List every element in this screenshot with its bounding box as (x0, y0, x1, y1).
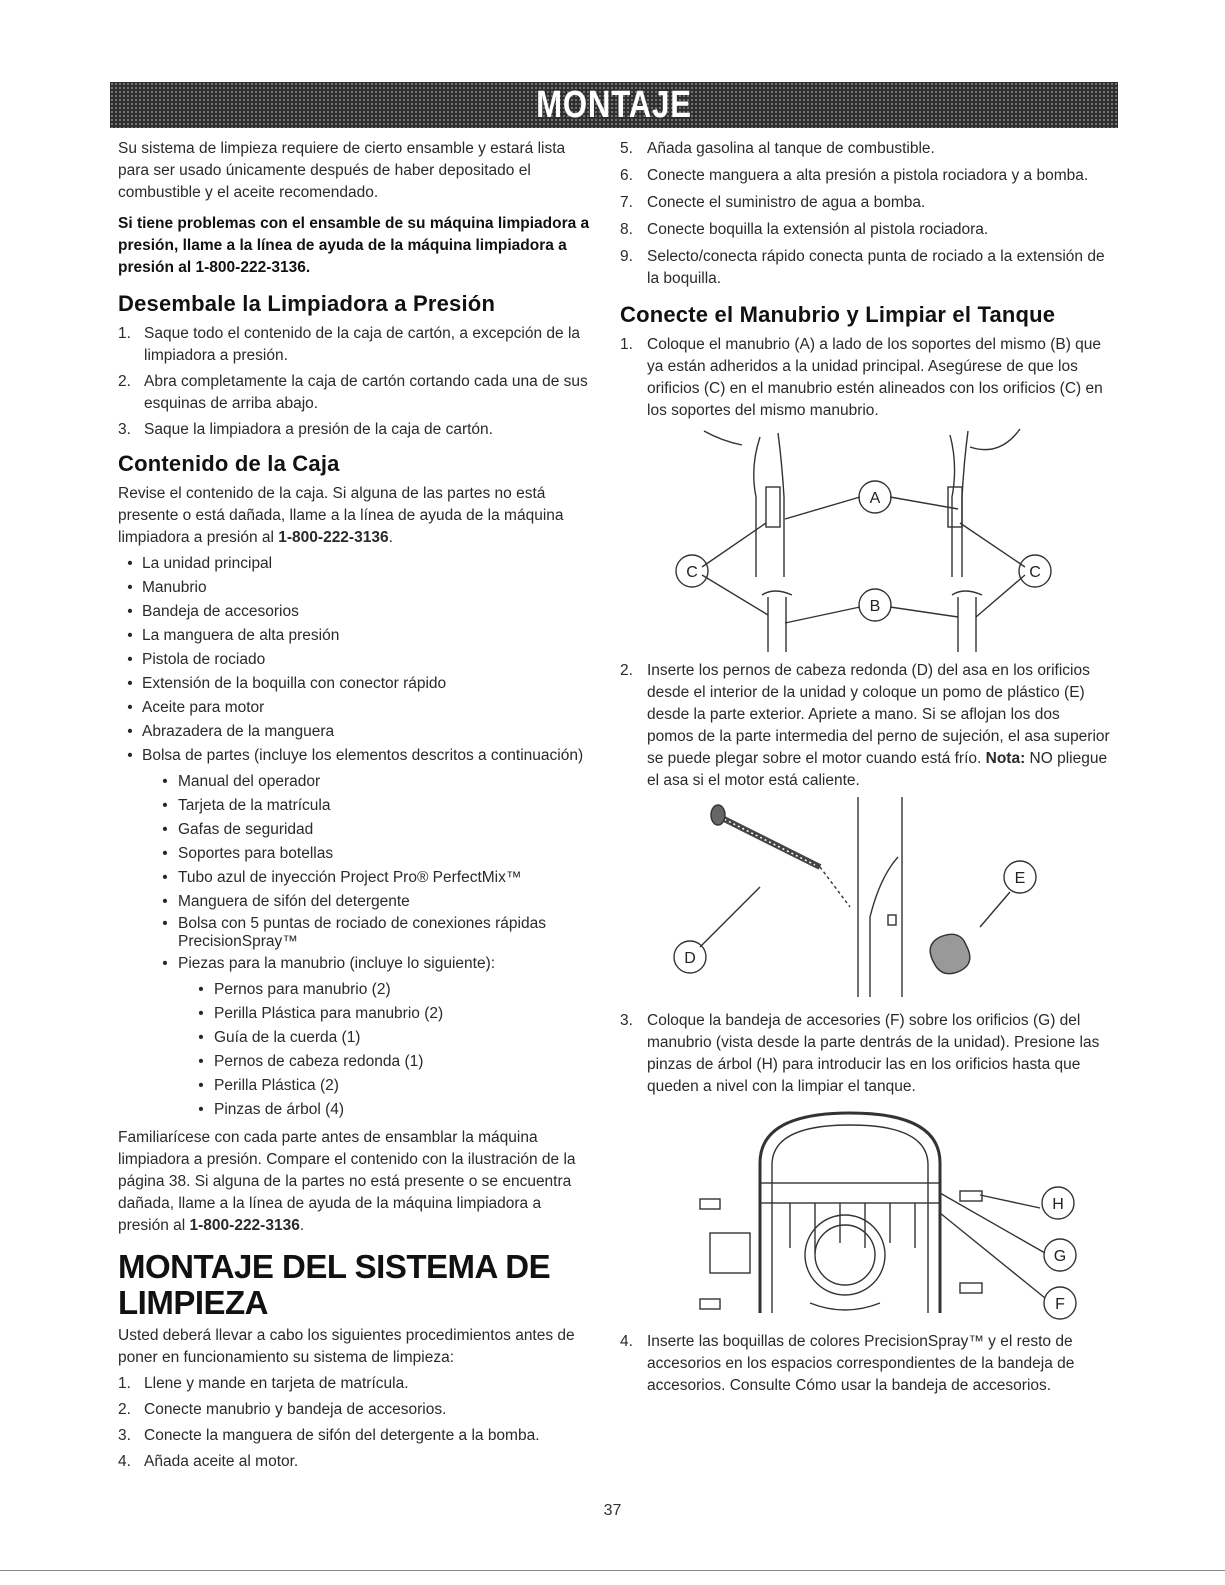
bullet-icon: • (127, 723, 133, 740)
assembly-steps (118, 1373, 596, 1473)
handle-step-4 (620, 1331, 1110, 1397)
bullet-icon: • (127, 747, 133, 764)
bullet-icon: • (127, 603, 133, 620)
step-text: Conecte el suministro de agua a bomba. (647, 194, 926, 211)
list-item (118, 649, 596, 671)
contents-list (118, 553, 596, 767)
step-text: Conecte la manguera de sifón del detergente a la bomba. (144, 1427, 540, 1444)
item-text: Bandeja de accesorios (142, 603, 299, 620)
list-item (118, 697, 596, 719)
right-column (620, 138, 1110, 1402)
label-c: C (686, 564, 698, 581)
step-number: 2. (118, 1401, 131, 1418)
label-h: H (1052, 1196, 1064, 1213)
list-item (118, 323, 596, 367)
step-number: 9. (620, 248, 633, 265)
page-number: 37 (603, 1502, 622, 1519)
bottom-divider (0, 1570, 1225, 1571)
step-number: 7. (620, 194, 633, 211)
list-item (118, 577, 596, 599)
list-item (118, 673, 596, 695)
unpack-heading: Desembale la Limpiadora a Presión (118, 291, 496, 316)
bullet-icon: • (198, 1101, 204, 1118)
bullet-icon: • (198, 981, 204, 998)
step-text: Saque la limpiadora a presión de la caja de cartón. (144, 421, 493, 438)
banner-title: MONTAJE (536, 83, 692, 126)
handle-step-1 (620, 334, 1110, 422)
section-banner (110, 82, 1118, 128)
item-text: Pernos de cabeza redonda (1) (214, 1053, 424, 1070)
item-text: Soportes para botellas (178, 845, 334, 862)
list-item (118, 1051, 596, 1073)
bullet-icon: • (162, 821, 168, 838)
bullet-icon: • (198, 1005, 204, 1022)
step-number: 6. (620, 167, 633, 184)
list-item (118, 553, 596, 575)
intro-text: Su sistema de limpieza requiere de cierto ensamble y estará lista para ser usado únicamente después de haber depositado el combustible y el aceite recomendado. (118, 140, 566, 201)
list-item (118, 419, 596, 441)
step-text: Conecte boquilla la extensión al pistola rociadora. (647, 221, 989, 238)
step-text: Llene y mande en tarjeta de matrícula. (144, 1375, 409, 1392)
list-item (118, 795, 596, 817)
helpline-phone: 1-800-222-3136 (278, 529, 389, 546)
bullet-icon: • (198, 1077, 204, 1094)
step-text-part: NO pliegue el asa si el motor está caliente. (647, 750, 1108, 789)
help-note: Si tiene problemas con el ensamble de su máquina limpiadora a presión, llame a la línea de ayuda de la máquina limpiadora a presión al 1-800-222-3136. (118, 215, 590, 276)
item-text: Pernos para manubrio (2) (214, 981, 391, 998)
item-text: Pinzas de árbol (4) (214, 1101, 345, 1118)
list-item (118, 1451, 596, 1473)
item-text: Pistola de rociado (142, 651, 266, 668)
list-item (620, 138, 1110, 160)
step-number: 8. (620, 221, 633, 238)
item-text: Extensión de la boquilla con conector rápido (142, 675, 447, 692)
handle-step-3 (620, 1010, 1110, 1098)
period: . (388, 529, 393, 546)
step-number: 5. (620, 140, 633, 157)
bullet-icon: • (198, 1029, 204, 1046)
step-text: Añada aceite al motor. (144, 1453, 299, 1470)
list-item (118, 721, 596, 743)
contents-heading: Contenido de la Caja (118, 451, 340, 476)
bullet-icon: • (127, 699, 133, 716)
step-number: 1. (118, 325, 131, 342)
assembly-heading: MONTAJE DEL SISTEMA DE LIMPIEZA (118, 1248, 551, 1321)
list-item (118, 953, 596, 975)
step-number: 4. (118, 1453, 131, 1470)
item-text: La unidad principal (142, 555, 273, 572)
list-item (118, 1373, 596, 1395)
label-g: G (1053, 1248, 1067, 1265)
list-item (620, 165, 1110, 187)
contents-intro-text: Revise el contenido de la caja. Si alguna de las partes no está presente o está dañada, llame a la línea de ayuda de la máquina limpiadora a presión al (118, 485, 564, 546)
bullet-icon: • (162, 797, 168, 814)
step-text: Selecto/conecta rápido conecta punta de rociado a la extensión de la boquilla. (647, 248, 1105, 287)
handle-parts-list (118, 979, 596, 1121)
note-label: Nota: (985, 750, 1026, 767)
label-d: D (684, 950, 696, 967)
step-number: 4. (620, 1333, 633, 1350)
bullet-icon: • (162, 915, 168, 932)
item-text: Manguera de sifón del detergente (178, 893, 410, 910)
item-text: Tubo azul de inyección Project Pro® PerfectMix™ (178, 869, 522, 886)
step-text (647, 660, 1110, 792)
assembly-steps-continued (620, 138, 1110, 290)
item-text: Perilla Plástica (2) (214, 1077, 339, 1094)
list-item (620, 246, 1110, 290)
list-item (118, 601, 596, 623)
list-item (118, 1099, 596, 1121)
bolt-knob-diagram (640, 797, 1130, 1002)
item-text: Manubrio (142, 579, 207, 596)
contents-outro-text: Familiarícese con cada parte antes de ensamblar la máquina limpiadora a presión. Compare el contenido con la ilustración de la página 38. Si alguna de la partes no está presente o se encuentra dañada, llame a la línea de ayuda de la máquina limpiadora a presión al (118, 1129, 576, 1234)
contents-intro (118, 483, 596, 549)
step-number: 1. (118, 1375, 131, 1392)
list-item (118, 867, 596, 889)
parts-bag-list (118, 771, 596, 975)
list-item (620, 1331, 1110, 1397)
handle-bracket-diagram (640, 427, 1130, 652)
label-b: B (869, 598, 881, 615)
step-text: Abra completamente la caja de cartón cortando cada una de sus esquinas de arriba abajo. (144, 373, 588, 412)
bullet-icon: • (162, 845, 168, 862)
list-item (118, 1003, 596, 1025)
item-text: Piezas para la manubrio (incluye lo siguiente): (178, 955, 496, 972)
item-text: Aceite para motor (142, 699, 265, 716)
handle-step-2 (620, 660, 1110, 792)
label-a: A (869, 490, 881, 507)
list-item (620, 192, 1110, 214)
period: . (299, 1217, 305, 1234)
step-number: 2. (118, 373, 131, 390)
left-column (118, 138, 596, 1477)
step-text: Inserte las boquillas de colores PrecisionSpray™ y el resto de accesorios en los espacios correspondientes de la bandeja de accesorios. Consulte Cómo usar la bandeja de accesorios. (647, 1333, 1075, 1394)
label-e: E (1014, 870, 1026, 887)
bullet-icon: • (127, 555, 133, 572)
bullet-icon: • (198, 1053, 204, 1070)
list-item (118, 979, 596, 1001)
item-text: Tarjeta de la matrícula (178, 797, 331, 814)
step-text: Añada gasolina al tanque de combustible. (647, 140, 935, 157)
list-item (118, 1425, 596, 1447)
item-text: Bolsa con 5 puntas de rociado de conexiones rápidas PrecisionSpray™ (178, 915, 546, 950)
list-item (118, 771, 596, 793)
list-item (118, 1075, 596, 1097)
list-item (620, 1010, 1110, 1098)
step-number: 3. (620, 1012, 633, 1029)
bullet-icon: • (127, 627, 133, 644)
list-item (118, 915, 596, 951)
step-text-part: Inserte los pernos de cabeza redonda (D) del asa en los orificios desde el interior de la unidad y coloque un pomo de plástico (E) desde la parte exterior. Apriete a mano. Si se aflojan los dos pomos de la parte intermedia del perno de sujeción, el asa superior se puede plegar sobre el motor cuando está frío. (647, 662, 1110, 767)
bullet-icon: • (127, 675, 133, 692)
step-text: Conecte manguera a alta presión a pistola rociadora y a bomba. (647, 167, 1089, 184)
helpline-phone: 1-800-222-3136 (189, 1217, 300, 1234)
bullet-icon: • (162, 869, 168, 886)
contents-outro (118, 1127, 596, 1237)
step-text: Coloque el manubrio (A) a lado de los soportes del mismo (B) que ya están adheridos a la unidad principal. Asegúrese de que los orificios (C) en el manubrio estén alineados con los orificios (C) en los soportes del mismo manubrio. (647, 336, 1103, 419)
item-text: Perilla Plástica para manubrio (2) (214, 1005, 444, 1022)
step-text: Coloque la bandeja de accesories (F) sobre los orificios (G) del manubrio (vista desde la parte dentrás de la unidad). Presione las pinzas de árbol (H) para introducir las en los orificios hasta que queden a nivel con la limpiar el tanque. (647, 1012, 1100, 1095)
step-number: 3. (118, 1427, 131, 1444)
unpack-steps (118, 323, 596, 441)
bullet-icon: • (162, 893, 168, 910)
list-item (118, 1399, 596, 1421)
bullet-icon: • (162, 773, 168, 790)
step-text: Saque todo el contenido de la caja de cartón, a excepción de la limpiadora a presión. (144, 325, 581, 364)
list-item (118, 745, 596, 767)
item-text: Bolsa de partes (incluye los elementos descritos a continuación) (142, 747, 584, 764)
list-item (118, 843, 596, 865)
step-text: Conecte manubrio y bandeja de accesorios. (144, 1401, 447, 1418)
handle-heading: Conecte el Manubrio y Limpiar el Tanque (620, 302, 1056, 327)
list-item (118, 891, 596, 913)
list-item (620, 660, 1110, 792)
step-number: 1. (620, 336, 633, 353)
accessory-tray-diagram (640, 1103, 1130, 1323)
item-text: Gafas de seguridad (178, 821, 314, 838)
label-f: F (1055, 1296, 1065, 1313)
step-number: 3. (118, 421, 131, 438)
list-item (620, 334, 1110, 422)
list-item (118, 625, 596, 647)
item-text: La manguera de alta presión (142, 627, 340, 644)
step-number: 2. (620, 662, 633, 679)
list-item (118, 371, 596, 415)
bullet-icon: • (162, 955, 168, 972)
label-c: C (1029, 564, 1041, 581)
assembly-intro: Usted deberá llevar a cabo los siguientes procedimientos antes de poner en funcionamiento su sistema de limpieza: (118, 1327, 575, 1366)
bullet-icon: • (127, 651, 133, 668)
item-text: Guía de la cuerda (1) (214, 1029, 361, 1046)
item-text: Abrazadera de la manguera (142, 723, 335, 740)
item-text: Manual del operador (178, 773, 321, 790)
list-item (118, 1027, 596, 1049)
list-item (620, 219, 1110, 241)
list-item (118, 819, 596, 841)
bullet-icon: • (127, 579, 133, 596)
